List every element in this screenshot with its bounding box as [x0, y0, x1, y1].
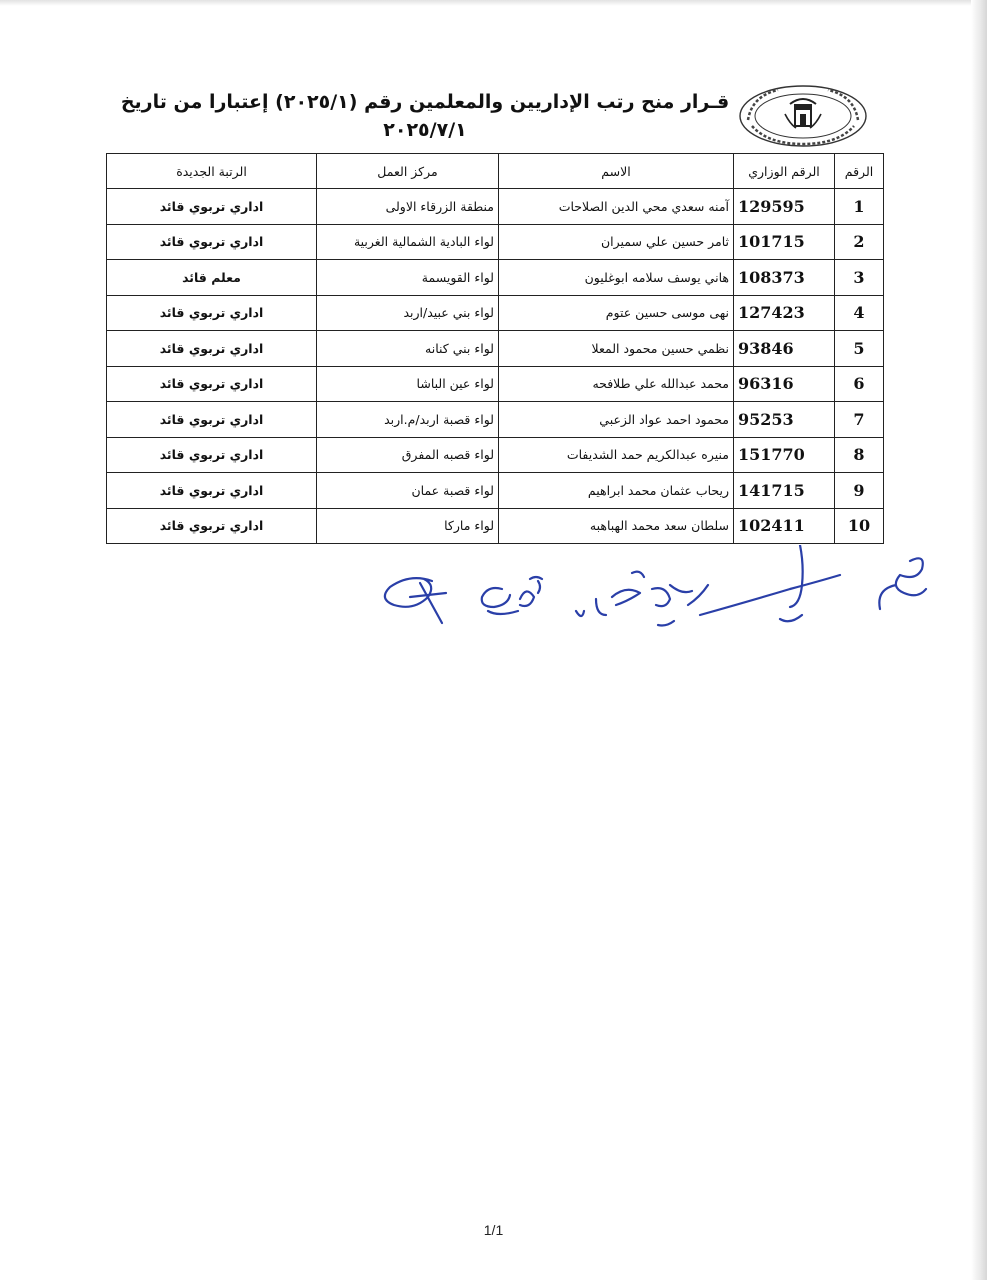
table-row [107, 366, 884, 402]
row-work-center: لواء قصبة عمان [317, 473, 499, 509]
row-index: 9 [835, 473, 884, 509]
row-index: 10 [835, 508, 884, 544]
table-row [107, 437, 884, 473]
row-ministerial-number: 108373 [734, 260, 835, 296]
row-work-center: لواء عين الباشا [317, 366, 499, 402]
row-new-rank: اداري تربوي قائد [107, 366, 317, 402]
row-new-rank: اداري تربوي قائد [107, 437, 317, 473]
row-index: 8 [835, 437, 884, 473]
row-new-rank: اداري تربوي قائد [107, 473, 317, 509]
ministry-emblem-icon [738, 84, 868, 148]
header-new-rank: الرتبة الجديدة [107, 154, 317, 189]
row-work-center: لواء قصبة اربد/م.اربد [317, 402, 499, 438]
table-header-row [107, 154, 884, 189]
table-row [107, 260, 884, 296]
row-ministerial-number: 151770 [734, 437, 835, 473]
header-name: الاسم [499, 154, 734, 189]
signature-2 [482, 577, 542, 614]
row-work-center: لواء بني عبيد/اربد [317, 295, 499, 331]
page-indicator: 1/1 [483, 1222, 504, 1238]
title-line-2: ٢٠٢٥/٧/١ [383, 119, 467, 141]
scan-top-edge [0, 0, 987, 6]
row-work-center: منطقة الزرقاء الاولى [317, 189, 499, 225]
row-ministerial-number: 101715 [734, 224, 835, 260]
row-work-center: لواء البادية الشمالية الغربية [317, 224, 499, 260]
row-new-rank: اداري تربوي قائد [107, 295, 317, 331]
row-ministerial-number: 96316 [734, 366, 835, 402]
table-row [107, 331, 884, 367]
row-new-rank: اداري تربوي قائد [107, 508, 317, 544]
title-line-1: قـرار منح رتب الإداريين والمعلمين رقم (٢٠٢٥/١) إعتبارا من تاريخ [120, 91, 730, 113]
signature-1 [385, 578, 446, 623]
row-ministerial-number: 95253 [734, 402, 835, 438]
table-row [107, 402, 884, 438]
row-name: ريحاب عثمان محمد ابراهيم [499, 473, 734, 509]
row-work-center: لواء القويسمة [317, 260, 499, 296]
row-work-center: لواء ماركا [317, 508, 499, 544]
row-ministerial-number: 102411 [734, 508, 835, 544]
row-index: 7 [835, 402, 884, 438]
header-index: الرقم [835, 154, 884, 189]
table-row [107, 224, 884, 260]
scan-right-edge [971, 0, 987, 1280]
row-name: محمد عبدالله علي طلافحه [499, 366, 734, 402]
row-name: نظمي حسين محمود المعلا [499, 331, 734, 367]
row-work-center: لواء قصبه المفرق [317, 437, 499, 473]
row-work-center: لواء بني كنانه [317, 331, 499, 367]
row-ministerial-number: 141715 [734, 473, 835, 509]
row-new-rank: اداري تربوي قائد [107, 189, 317, 225]
header-ministerial-number: الرقم الوزاري [734, 154, 835, 189]
signature-5 [879, 558, 926, 609]
signature-4 [700, 545, 840, 621]
row-ministerial-number: 93846 [734, 331, 835, 367]
row-index: 2 [835, 224, 884, 260]
row-index: 3 [835, 260, 884, 296]
row-name: نهى موسى حسين عتوم [499, 295, 734, 331]
decision-title [120, 88, 730, 144]
row-new-rank: اداري تربوي قائد [107, 402, 317, 438]
row-name: ثامر حسين علي سميران [499, 224, 734, 260]
row-new-rank: اداري تربوي قائد [107, 331, 317, 367]
header-work-center: مركز العمل [317, 154, 499, 189]
row-index: 5 [835, 331, 884, 367]
table-row [107, 189, 884, 225]
row-index: 6 [835, 366, 884, 402]
row-ministerial-number: 129595 [734, 189, 835, 225]
table-row [107, 508, 884, 544]
row-new-rank: اداري تربوي قائد [107, 224, 317, 260]
row-ministerial-number: 127423 [734, 295, 835, 331]
row-name: آمنه سعدي محي الدين الصلاحات [499, 189, 734, 225]
table-row [107, 473, 884, 509]
table-row [107, 295, 884, 331]
row-new-rank: معلم قائد [107, 260, 317, 296]
signature-3 [576, 572, 708, 626]
row-name: محمود احمد عواد الزعبي [499, 402, 734, 438]
row-name: منيره عبدالكريم حمد الشديفات [499, 437, 734, 473]
handwritten-signatures [370, 545, 940, 645]
row-name: سلطان سعد محمد الهباهبه [499, 508, 734, 544]
row-index: 1 [835, 189, 884, 225]
promotions-table [106, 153, 884, 544]
row-name: هاني يوسف سلامه ابوغليون [499, 260, 734, 296]
row-index: 4 [835, 295, 884, 331]
